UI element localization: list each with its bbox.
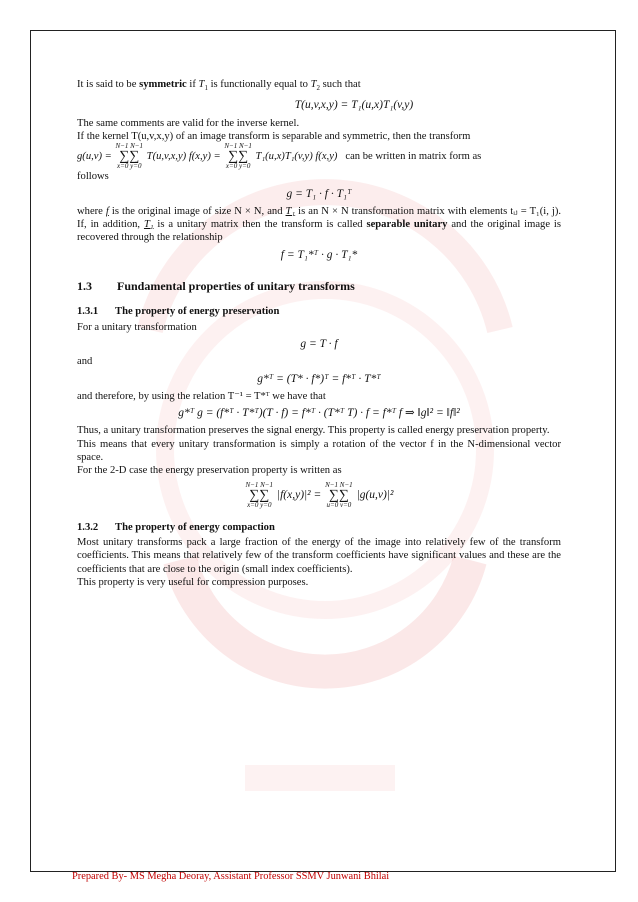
double-sum — [224, 143, 252, 170]
sum-lower: x=0 y=0 — [225, 162, 251, 171]
equation-g-tf: g = T · f — [300, 337, 338, 350]
para-where — [77, 205, 561, 245]
line-inverse: The same comments are valid for the inverse kernel. — [77, 117, 300, 129]
bold-term: symmetric — [139, 79, 187, 90]
text: is functionally equal to — [207, 79, 311, 90]
line-therefore: and therefore, by using the relation T⁻¹ = T*ᵀ we have that — [77, 390, 326, 402]
text: if — [186, 79, 199, 90]
line-unitary: For a unitary transformation — [77, 321, 197, 333]
sum-upper: N−1 N−1 — [325, 480, 353, 489]
text: is the original image of size N × N, and — [108, 205, 286, 217]
sum-upper: N−1 N−1 — [115, 142, 144, 151]
text: and the original image is recovered through the relationship — [77, 219, 561, 244]
sigma-icon: ∑∑ — [328, 487, 349, 503]
symbol-t2: T — [310, 79, 317, 90]
line-follows: follows — [77, 171, 109, 183]
subsection-heading-energy-compaction — [77, 521, 561, 534]
term: T(u,v,x,y) f(x,y) = — [146, 151, 221, 163]
equation-matrix: g = T₁ · f · T₁ᵀ — [286, 187, 352, 200]
double-sum — [115, 143, 143, 170]
equation-2d — [77, 482, 561, 509]
matrix-form-line — [77, 143, 561, 170]
text: is a unitary matrix then the transform is called — [153, 219, 367, 231]
subsection-title: The property of energy preservation — [115, 306, 280, 318]
line-2d: For the 2-D case the energy preservation property is written as — [77, 465, 342, 477]
sum-upper: N−1 N−1 — [224, 142, 252, 151]
symbol-t1: T₁ — [285, 205, 296, 217]
section-heading — [77, 280, 561, 293]
subsection-number: 1.3.1 — [77, 306, 99, 318]
section-title: Fundamental properties of unitary transforms — [117, 279, 355, 294]
symbol-f: f — [105, 205, 109, 217]
footer-credit: Prepared By- MS Megha Deoray, Assistant Professor SSMV Junwani Bhilai — [72, 871, 390, 882]
line-and: and — [77, 356, 93, 368]
equation-symmetric: T(u,v,x,y) = T₁(u,x)T₁(v,y) — [294, 99, 414, 112]
term: |f(x,y)|² = — [276, 488, 322, 501]
subsection-heading-energy-preservation — [77, 305, 561, 318]
subsection-number: 1.3.2 — [77, 521, 99, 533]
para-compaction: Most unitary transforms pack a large fraction of the energy of the image into relatively few of the transform coefficients. This means that relatively few of the transform coefficients have significant values and these are the coefficients that are close to the origin (small index coefficients). — [77, 536, 561, 575]
sum-upper: N−1 N−1 — [245, 480, 274, 489]
para-symmetric: It is said to be symmetric if $T_1$ is functionally equal to $T_2$ such that — [77, 79, 361, 93]
subsection-title: The property of energy compaction — [115, 521, 275, 533]
equation-recover: f = T₁*ᵀ · g · T₁* — [280, 248, 358, 261]
document-body — [77, 78, 561, 589]
sigma-icon: ∑∑ — [228, 149, 249, 165]
para-means: This means that every unitary transformation is simply a rotation of the vector f in the N-dimensional vector space. — [77, 438, 561, 464]
sum-lower: x=0 y=0 — [247, 500, 272, 509]
sum-lower: u=0 v=0 — [326, 500, 352, 509]
text: such that — [320, 79, 361, 90]
sum-lower: x=0 y=0 — [117, 162, 142, 171]
text: is an N × N transformation matrix with elements tᵢⱼ = T₁(i, j). If, in addition, — [77, 205, 561, 231]
double-sum — [325, 482, 353, 509]
text: can be written in matrix form as — [345, 151, 482, 163]
equation-conjugate: g*ᵀ = (T* · f*)ᵀ = f*ᵀ · T*ᵀ — [257, 372, 381, 385]
bold-term: separable unitary — [366, 219, 448, 231]
symbol-t1: T₁ — [143, 219, 154, 231]
term: |g(u,v)|² — [356, 488, 394, 501]
section-number: 1.3 — [77, 279, 92, 294]
double-sum — [246, 482, 274, 509]
term: T₁(u,x)T₁(v,y) f(x,y) — [255, 151, 338, 163]
g-uv: g(u,v) = — [77, 151, 112, 163]
line-compression: This property is very useful for compression purposes. — [77, 576, 309, 588]
sigma-icon: ∑∑ — [249, 487, 270, 503]
equation-energy: g*ᵀ g = (f*ᵀ · T*ᵀ)(T · f) = f*ᵀ · (T*ᵀ T) · f = f*ᵀ f ⇒ ‖g‖² = ‖f‖² — [178, 407, 460, 420]
text: where — [77, 205, 106, 217]
symbol-t1: T — [198, 79, 205, 90]
line-kernel: If the kernel T(u,v,x,y) of an image transform is separable and symmetric, then the transform — [77, 131, 471, 142]
text: It is said to be — [77, 79, 140, 90]
sigma-icon: ∑∑ — [119, 149, 140, 165]
para-thus: Thus, a unitary transformation preserves the signal energy. This property is called energy preservation property. — [77, 425, 550, 437]
